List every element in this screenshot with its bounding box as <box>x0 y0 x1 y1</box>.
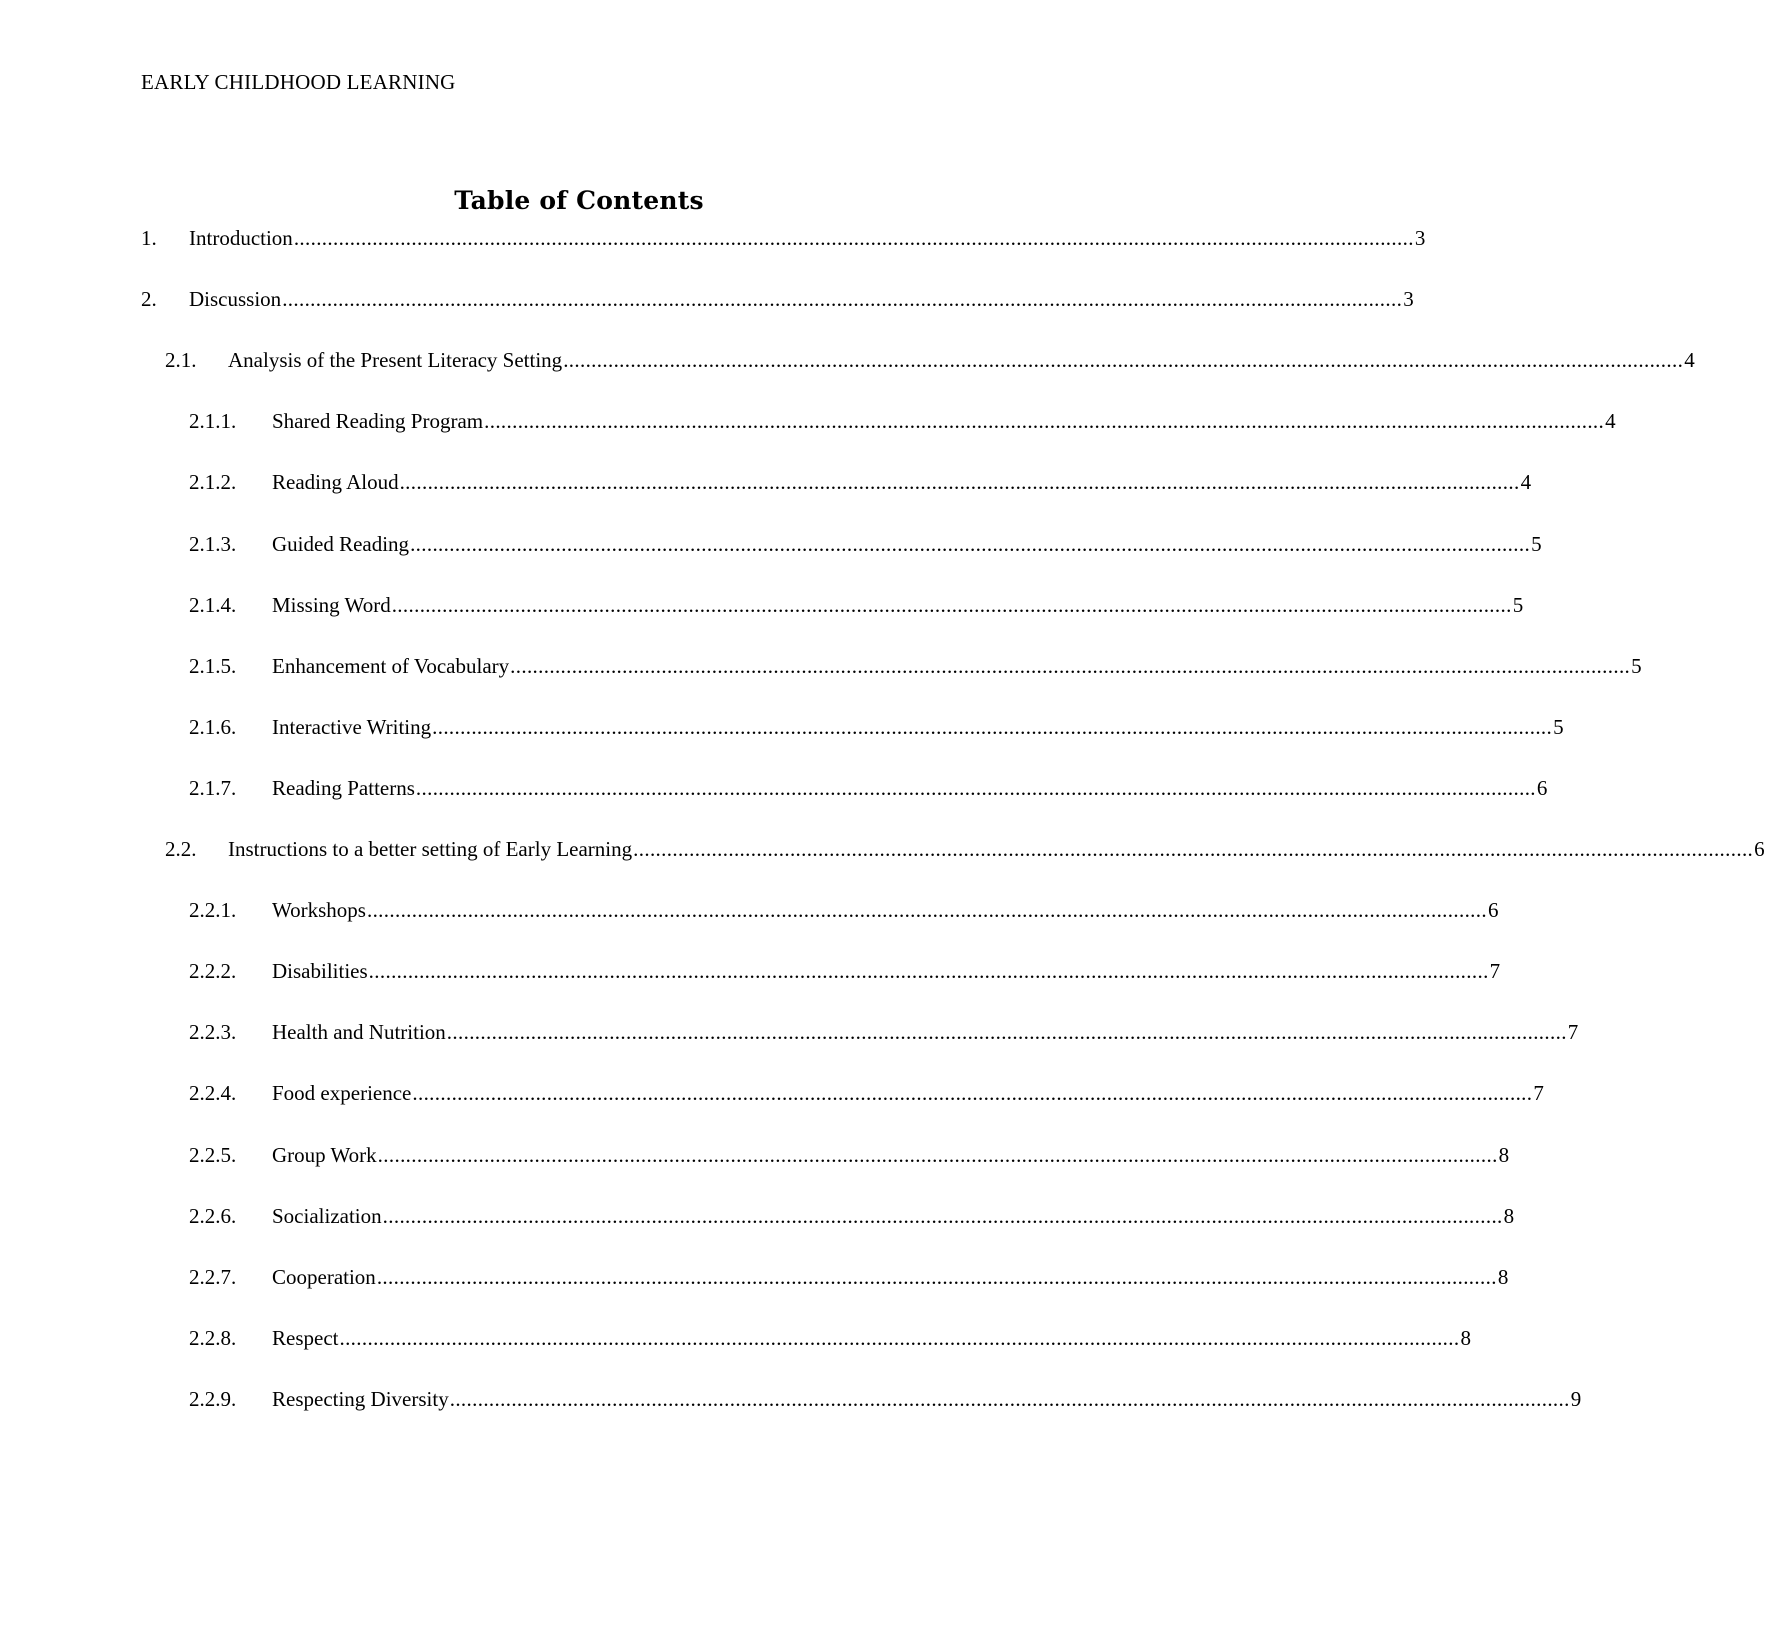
toc-entry-page-number: 5 <box>1553 715 1564 739</box>
toc-entry-number: 2.2.3. <box>189 1020 237 1044</box>
toc-entry-page-number: 8 <box>1460 1326 1471 1350</box>
toc-dot-leader: ........................................................................................................................................................................................................ <box>446 1020 1567 1044</box>
toc-entry[interactable] <box>189 959 1501 987</box>
toc-entry-number: 2.1.1. <box>189 409 237 433</box>
toc-entry[interactable] <box>141 287 1414 315</box>
toc-entry-label: Reading Aloud <box>272 470 399 494</box>
toc-dot-leader: ........................................................................................................................................................................................................ <box>412 1081 1533 1105</box>
toc-dot-leader: ........................................................................................................................................................................................................ <box>293 226 1414 250</box>
toc-entry[interactable] <box>189 776 1548 804</box>
toc-entry[interactable] <box>189 593 1524 621</box>
toc-entry-number: 2.1.4. <box>189 593 237 617</box>
toc-dot-leader: ........................................................................................................................................................................................................ <box>415 776 1536 800</box>
toc-dot-leader: ........................................................................................................................................................................................................ <box>382 1204 1503 1228</box>
toc-dot-leader: ........................................................................................................................................................................................................ <box>399 470 1520 494</box>
toc-dot-leader: ........................................................................................................................................................................................................ <box>339 1326 1460 1350</box>
toc-entry-number: 2.2.4. <box>189 1081 237 1105</box>
toc-entry-number: 2.2.1. <box>189 898 237 922</box>
toc-entry-page-number: 7 <box>1489 959 1501 983</box>
toc-entry-label: Shared Reading Program <box>272 409 484 433</box>
toc-title: Table of Contents <box>454 186 704 215</box>
toc-entry[interactable] <box>189 1081 1544 1109</box>
toc-entry-page-number: 4 <box>1605 409 1616 433</box>
toc-entry[interactable] <box>189 1326 1471 1354</box>
toc-entry-page-number: 4 <box>1684 348 1695 372</box>
toc-entry[interactable] <box>189 1143 1510 1171</box>
toc-entry-number: 2. <box>141 287 157 311</box>
toc-entry-page-number: 3 <box>1403 287 1414 311</box>
toc-entry-number: 2.1. <box>165 348 197 372</box>
toc-entry-number: 2.1.2. <box>189 470 237 494</box>
toc-dot-leader: ........................................................................................................................................................................................................ <box>368 959 1489 983</box>
toc-entry[interactable] <box>165 837 1765 865</box>
toc-entry-label: Respecting Diversity <box>272 1387 449 1411</box>
toc-entry-page-number: 6 <box>1487 898 1499 922</box>
toc-entry-number: 2.2.7. <box>189 1265 237 1289</box>
toc-entry-page-number: 5 <box>1531 532 1542 556</box>
toc-entry-label: Socialization <box>272 1204 382 1228</box>
toc-entry-label: Cooperation <box>272 1265 376 1289</box>
toc-entry-page-number: 5 <box>1631 654 1642 678</box>
toc-entry[interactable] <box>189 409 1616 437</box>
toc-entry-page-number: 4 <box>1520 470 1532 494</box>
toc-dot-leader: ........................................................................................................................................................................................................ <box>282 287 1403 311</box>
toc-entry-label: Disabilities <box>272 959 368 983</box>
toc-entry[interactable] <box>189 898 1499 926</box>
toc-entry-number: 1. <box>141 226 157 250</box>
toc-entry-label: Food experience <box>272 1081 412 1105</box>
toc-entry[interactable] <box>189 532 1542 560</box>
toc-entry-page-number: 6 <box>1536 776 1548 800</box>
toc-entry-label: Reading Patterns <box>272 776 415 800</box>
toc-entry-number: 2.2.6. <box>189 1204 237 1228</box>
toc-entry[interactable] <box>189 654 1642 682</box>
toc-entry[interactable] <box>189 470 1532 498</box>
toc-entry-label: Instructions to a better setting of Early Learning <box>228 837 633 861</box>
toc-entry[interactable] <box>141 226 1426 254</box>
toc-entry-label: Group Work <box>272 1143 377 1167</box>
toc-dot-leader: ........................................................................................................................................................................................................ <box>366 898 1487 922</box>
toc-dot-leader: ........................................................................................................................................................................................................ <box>510 654 1631 678</box>
toc-dot-leader: ........................................................................................................................................................................................................ <box>410 532 1531 556</box>
running-head: EARLY CHILDHOOD LEARNING <box>141 70 456 94</box>
toc-entry-label: Respect <box>272 1326 339 1350</box>
toc-entry-number: 2.2. <box>165 837 197 861</box>
toc-entry[interactable] <box>189 1020 1579 1048</box>
toc-entry-label: Guided Reading <box>272 532 410 556</box>
toc-entry-page-number: 8 <box>1498 1143 1510 1167</box>
toc-entry-page-number: 5 <box>1512 593 1524 617</box>
toc-entry-number: 2.2.2. <box>189 959 237 983</box>
toc-dot-leader: ........................................................................................................................................................................................................ <box>432 715 1553 739</box>
toc-entry-page-number: 3 <box>1414 226 1426 250</box>
toc-entry-number: 2.1.3. <box>189 532 237 556</box>
toc-entry-number: 2.2.5. <box>189 1143 237 1167</box>
toc-entry[interactable] <box>189 1265 1509 1293</box>
toc-dot-leader: ........................................................................................................................................................................................................ <box>563 348 1684 372</box>
toc-dot-leader: ........................................................................................................................................................................................................ <box>376 1265 1497 1289</box>
toc-entry-label: Workshops <box>272 898 366 922</box>
toc-dot-leader: ........................................................................................................................................................................................................ <box>377 1143 1498 1167</box>
toc-entry-label: Enhancement of Vocabulary <box>272 654 510 678</box>
toc-entry-number: 2.2.9. <box>189 1387 237 1411</box>
toc-entry-number: 2.1.5. <box>189 654 237 678</box>
toc-entry-label: Missing Word <box>272 593 391 617</box>
toc-entry-number: 2.1.7. <box>189 776 237 800</box>
toc-entry-page-number: 8 <box>1503 1204 1515 1228</box>
toc-entry-page-number: 7 <box>1533 1081 1544 1105</box>
toc-entry-number: 2.2.8. <box>189 1326 237 1350</box>
toc-entry-page-number: 8 <box>1497 1265 1509 1289</box>
toc-entry[interactable] <box>165 348 1695 376</box>
toc-entry-label: Analysis of the Present Literacy Setting <box>228 348 563 372</box>
toc-entry-page-number: 9 <box>1570 1387 1582 1411</box>
toc-entry-label: Introduction <box>189 226 293 250</box>
toc-entry[interactable] <box>189 715 1564 743</box>
toc-dot-leader: ........................................................................................................................................................................................................ <box>391 593 1512 617</box>
toc-entry-number: 2.1.6. <box>189 715 237 739</box>
toc-entry[interactable] <box>189 1204 1515 1232</box>
toc-entry[interactable] <box>189 1387 1582 1415</box>
toc-entry-page-number: 7 <box>1567 1020 1579 1044</box>
toc-dot-leader: ........................................................................................................................................................................................................ <box>449 1387 1570 1411</box>
toc-entry-page-number: 6 <box>1754 837 1765 861</box>
toc-entry-label: Health and Nutrition <box>272 1020 446 1044</box>
toc-dot-leader: ........................................................................................................................................................................................................ <box>484 409 1605 433</box>
toc-entry-label: Discussion <box>189 287 282 311</box>
toc-dot-leader: ........................................................................................................................................................................................................ <box>633 837 1754 861</box>
toc-entry-label: Interactive Writing <box>272 715 432 739</box>
